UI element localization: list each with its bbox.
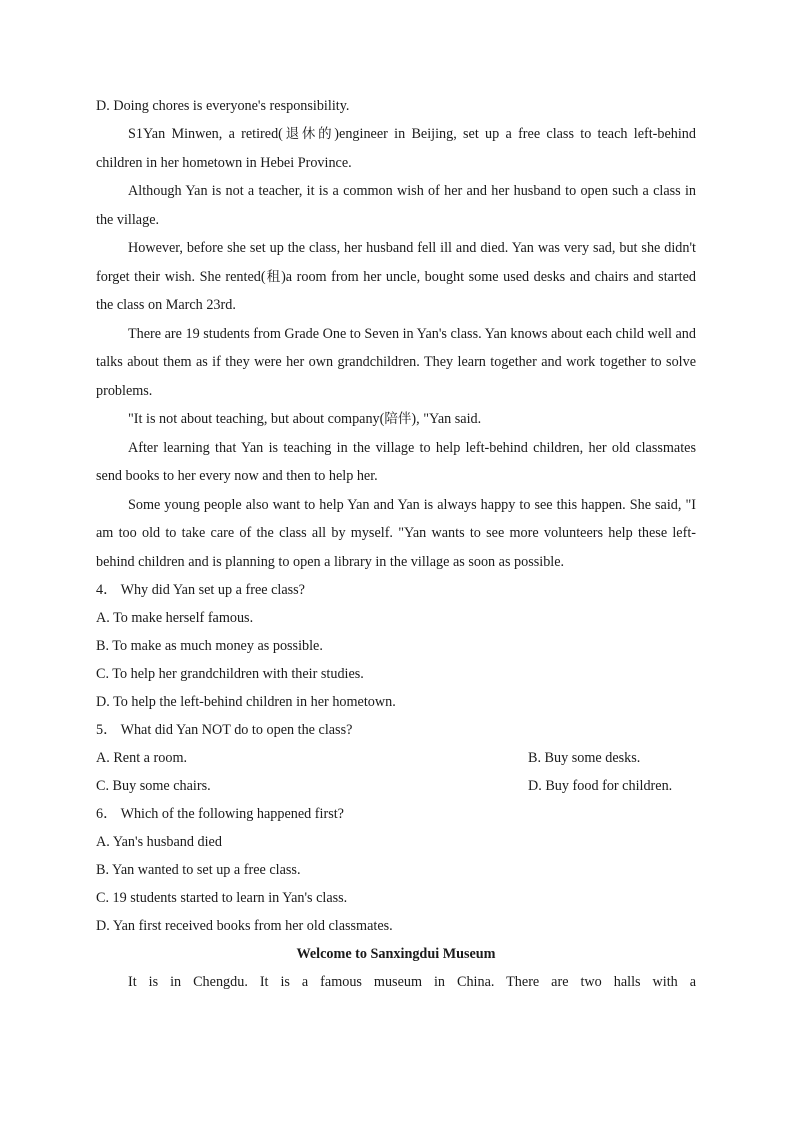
question-5 bbox=[96, 716, 696, 800]
passage-paragraph-5: "It is not about teaching, but about company(陪伴), "Yan said. bbox=[128, 411, 482, 427]
passage-paragraph-1: S1Yan Minwen, a retired(退休的)engineer in Beijing, set up a free class to teach left-behind children in her hometown in Hebei Province. bbox=[96, 126, 696, 171]
passage-paragraph-4: There are 19 students from Grade One to Seven in Yan's class. Yan knows about each child well and talks about them as if they were her own grandchildren. They learn together and work together to solve problems. bbox=[96, 325, 696, 399]
prev-question-option-d: D. Doing chores is everyone's responsibility. bbox=[96, 98, 350, 114]
question-6 bbox=[96, 800, 696, 940]
passage-paragraph-2: Although Yan is not a teacher, it is a common wish of her and her husband to open such a class in the village. bbox=[96, 183, 696, 228]
question-option-a: A. To make herself famous. bbox=[96, 610, 254, 626]
question-option-c: C. To help her grandchildren with their studies. bbox=[96, 666, 364, 682]
question-stem: 5． What did Yan NOT do to open the class? bbox=[96, 722, 353, 738]
question-options-row bbox=[96, 744, 696, 772]
question-option-d: D. To help the left-behind children in her hometown. bbox=[96, 694, 396, 710]
question-option-b: B. Yan wanted to set up a free class. bbox=[96, 862, 301, 878]
question-option-d: D. Buy food for children. bbox=[528, 778, 673, 794]
next-passage-title: Welcome to Sanxingdui Museum bbox=[296, 946, 496, 962]
question-4 bbox=[96, 576, 696, 716]
passage-paragraph-6: After learning that Yan is teaching in the village to help left-behind children, her old classmates send books to her every now and then to help her. bbox=[96, 439, 696, 484]
question-option-a: A. Yan's husband died bbox=[96, 834, 222, 850]
question-option-a: A. Rent a room. bbox=[96, 750, 188, 766]
question-option-b: B. Buy some desks. bbox=[528, 750, 641, 766]
question-stem: 4． Why did Yan set up a free class? bbox=[96, 582, 305, 598]
next-passage-paragraph-1: It is in Chengdu. It is a famous museum in China. There are two halls with a bbox=[128, 974, 696, 990]
question-option-b: B. To make as much money as possible. bbox=[96, 638, 323, 654]
question-stem: 6． Which of the following happened first? bbox=[96, 806, 344, 822]
question-option-c: C. 19 students started to learn in Yan's class. bbox=[96, 890, 348, 906]
passage-paragraph-7: Some young people also want to help Yan and Yan is always happy to see this happen. She said, "I am too old to take care of the class all by myself. "Yan wants to see more volunteers help these left-behind children and is planning to open a library in the village as soon as possible. bbox=[96, 496, 696, 570]
question-options-row bbox=[96, 772, 696, 800]
passage-paragraph-3: However, before she set up the class, her husband fell ill and died. Yan was very sad, but she didn't forget their wish. She rented(租)a room from her uncle, bought some used desks and chairs and started the class on March 23rd. bbox=[96, 240, 696, 313]
question-option-d: D. Yan first received books from her old classmates. bbox=[96, 918, 393, 934]
document-page bbox=[96, 92, 696, 997]
question-option-c: C. Buy some chairs. bbox=[96, 778, 211, 794]
